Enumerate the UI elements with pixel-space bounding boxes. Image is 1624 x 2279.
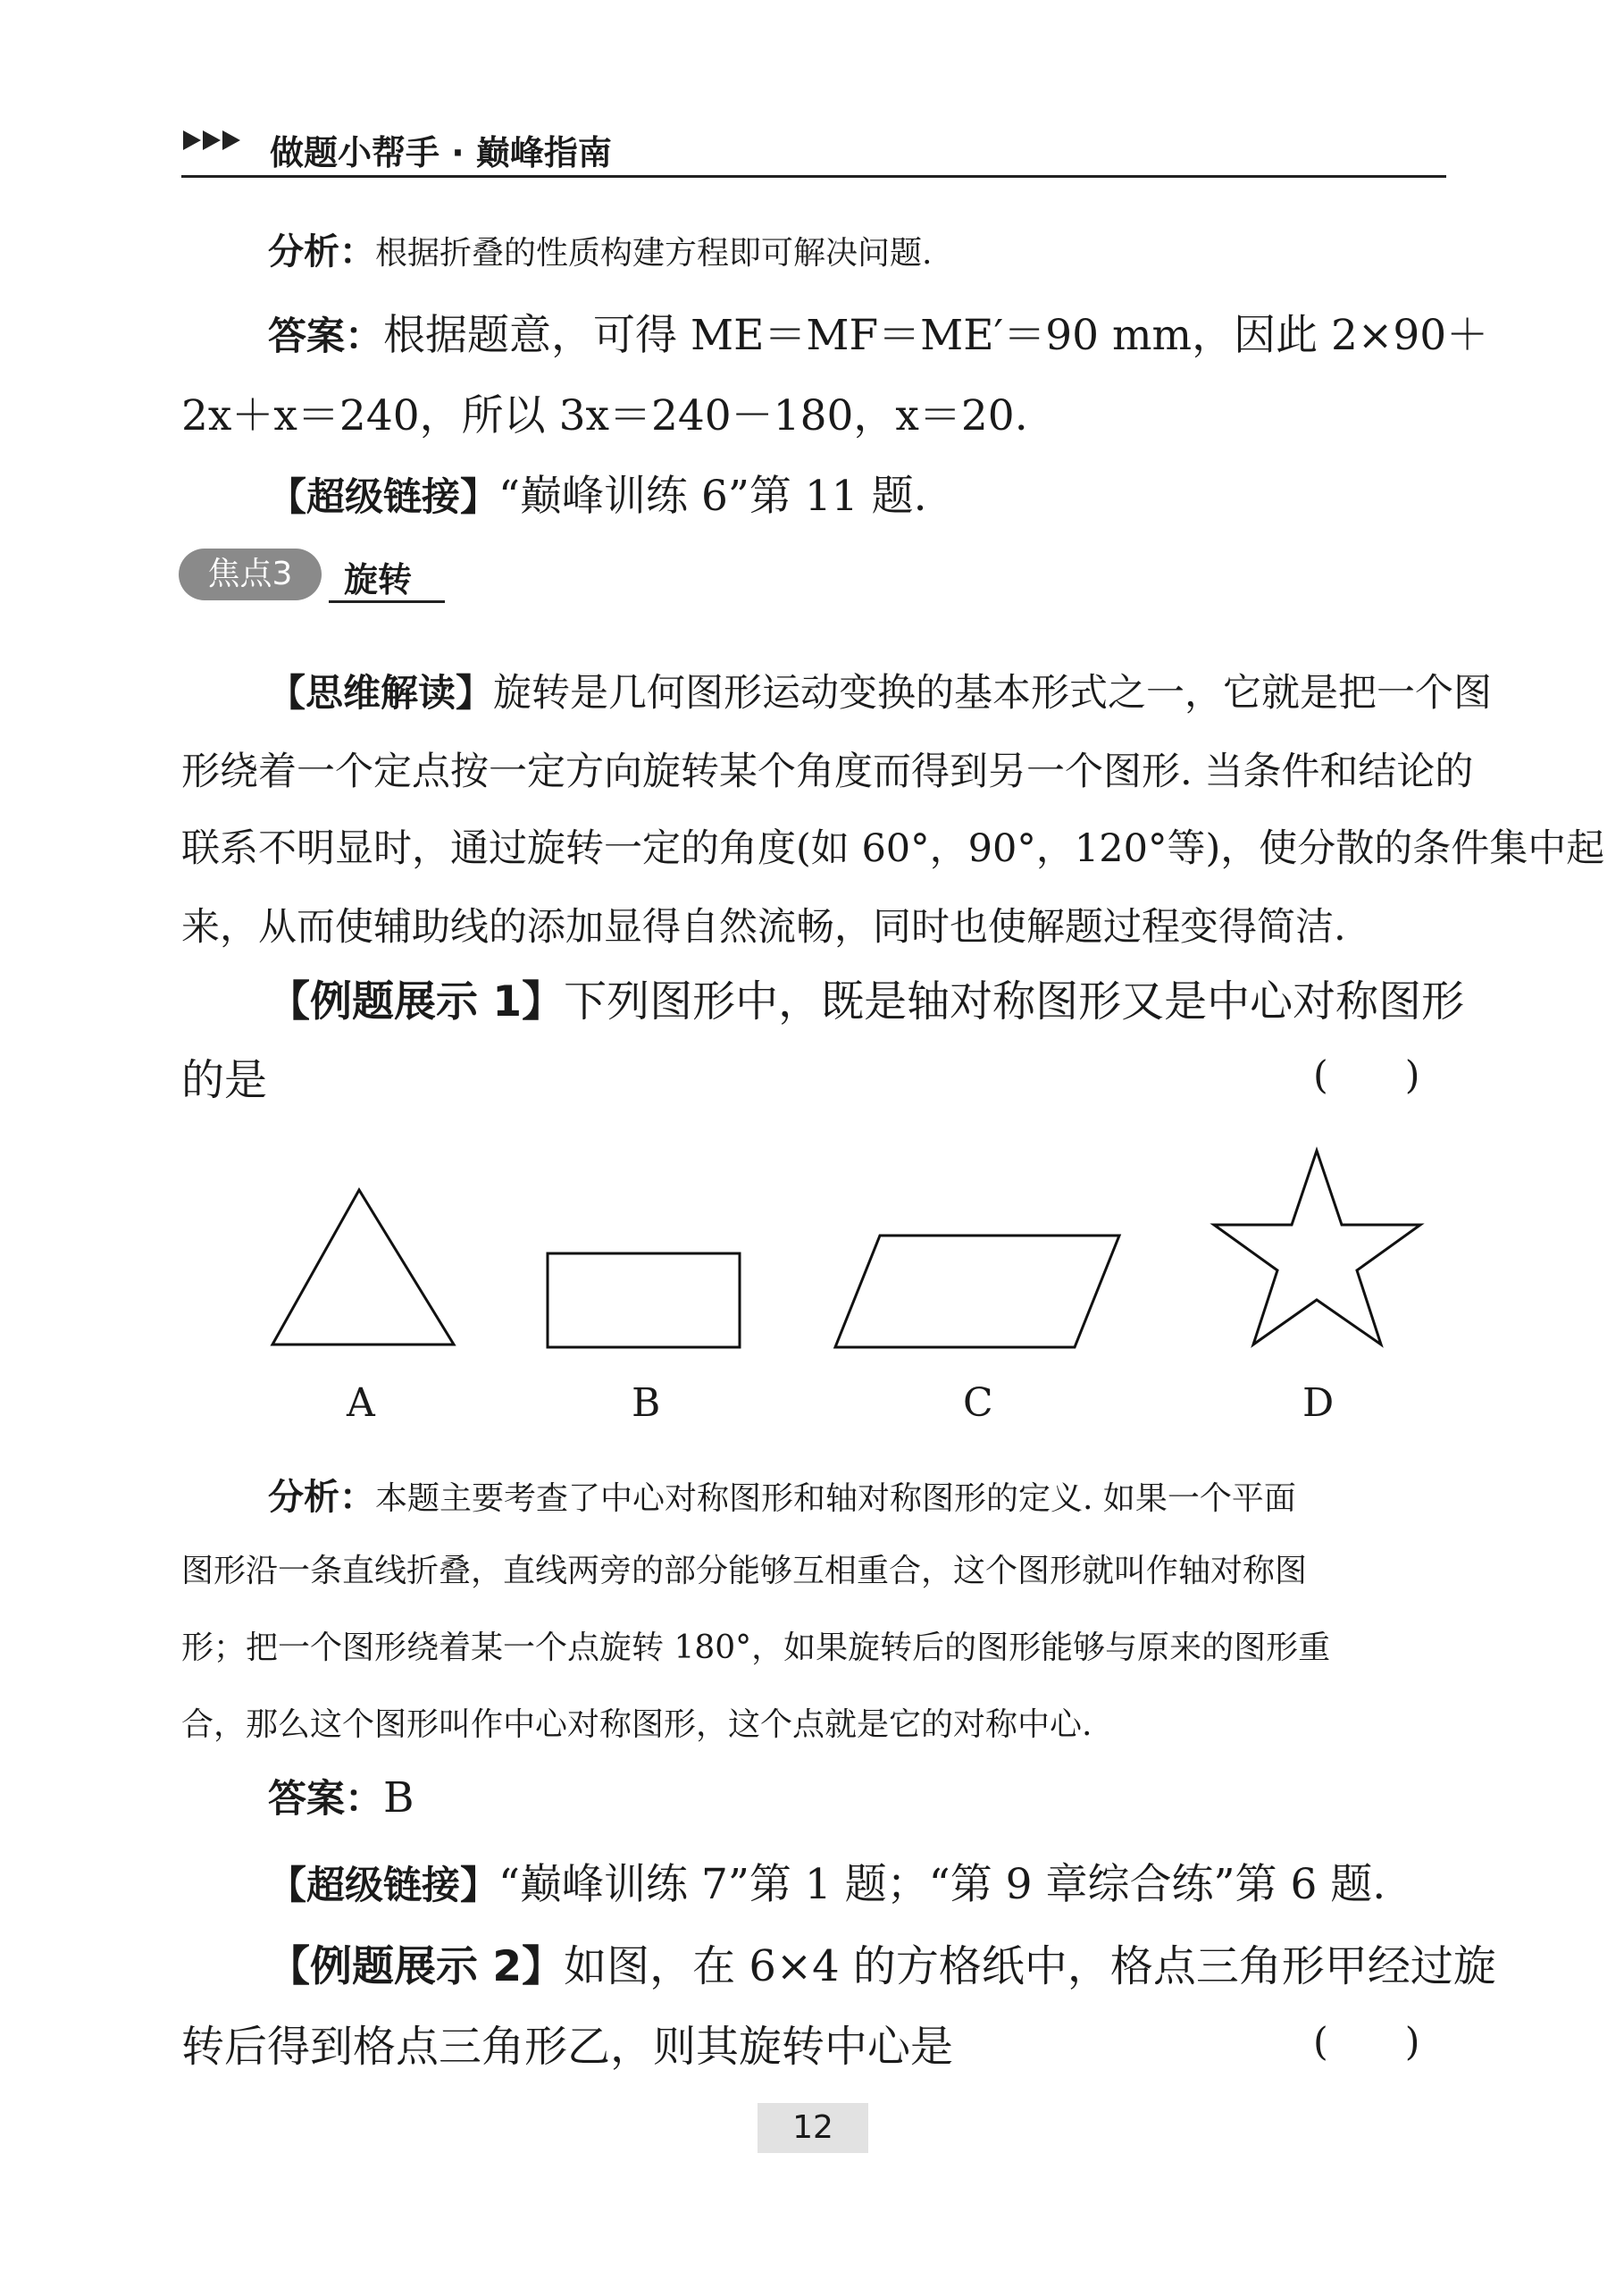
- example1-link-line: [268, 1851, 1385, 1911]
- link-label: 【超级链接】: [268, 475, 498, 520]
- example1-link-text: “巅峰训练 7”第 1 题；“第 9 章综合练”第 6 题.: [498, 1860, 1386, 1909]
- answer-line: [268, 302, 1488, 362]
- example2-line-1: [268, 1931, 1496, 1993]
- thinking-label: 【思维解读】: [268, 671, 494, 715]
- option-label-b: B: [632, 1380, 661, 1426]
- option-label-a: A: [347, 1380, 375, 1426]
- example1-analysis-text-1: 本题主要考查了中心对称图形和轴对称图形的定义. 如果一个平面: [375, 1480, 1296, 1517]
- rectangle-shape: [548, 1253, 740, 1347]
- example1-label: 【例题展示 1】: [268, 977, 565, 1026]
- option-figures: [0, 1135, 1624, 1376]
- analysis-line: [268, 223, 932, 274]
- parallelogram-shape: [835, 1236, 1119, 1347]
- header-arrows: [183, 130, 242, 150]
- thinking-text-2: 形绕着一个定点按一定方向旋转某个角度而得到另一个图形. 当条件和结论的: [181, 750, 1474, 794]
- thinking-text-3: 联系不明显时，通过旋转一定的角度(如 60°，90°，120°等)，使分散的条件集中起: [181, 826, 1605, 871]
- example2-label: 【例题展示 2】: [268, 1942, 565, 1991]
- arrow-icon: [183, 130, 201, 150]
- header-title: 做题小帮手 · 巅峰指南: [270, 133, 612, 172]
- page-number: 12: [792, 2109, 833, 2146]
- answer-text-2: 2x＋x＝240，所以 3x＝240－180，x＝20.: [181, 391, 1028, 440]
- option-label-c: C: [963, 1380, 993, 1426]
- thinking-line-1: [268, 663, 1492, 717]
- analysis-label: 分析：: [268, 231, 375, 272]
- example1-text-2: 的是: [181, 1055, 268, 1105]
- example1-text-1: 下列图形中，既是轴对称图形又是中心对称图形: [564, 976, 1465, 1026]
- example1-analysis-label: 分析：: [268, 1477, 375, 1518]
- answer-label: 答案：: [268, 314, 383, 359]
- answer-parentheses: ( ): [1313, 1053, 1420, 1098]
- analysis-text: 根据折叠的性质构建方程即可解决问题.: [375, 235, 933, 272]
- example2-text-2: 转后得到格点三角形乙，则其旋转中心是: [181, 2022, 954, 2072]
- arrow-icon: [222, 130, 240, 150]
- focus-title: 旋转: [344, 560, 413, 599]
- thinking-text-4: 来，从而使辅助线的添加显得自然流畅，同时也使解题过程变得简洁.: [181, 905, 1346, 950]
- star-shape: [1214, 1151, 1420, 1345]
- example1-line-1: [268, 967, 1464, 1028]
- example1-analysis-text-3: 形；把一个图形绕着某一个点旋转 180°，如果旋转后的图形能够与原来的图形重: [181, 1630, 1331, 1666]
- example1-analysis-text-4: 合，那么这个图形叫作中心对称图形，这个点就是它的对称中心.: [181, 1706, 1092, 1743]
- example1-analysis-line-1: [268, 1469, 1296, 1520]
- focus-underline: [329, 600, 445, 603]
- triangle-shape: [272, 1190, 454, 1345]
- header-divider: [181, 175, 1446, 178]
- example1-analysis-text-2: 图形沿一条直线折叠，直线两旁的部分能够互相重合，这个图形就叫作轴对称图: [181, 1553, 1308, 1589]
- arrow-icon: [203, 130, 221, 150]
- example1-answer-value: B: [383, 1773, 414, 1822]
- answer-text-1: 根据题意，可得 ME＝MF＝ME′＝90 mm，因此 2×90＋: [383, 311, 1489, 360]
- example1-answer-label: 答案：: [268, 1777, 383, 1822]
- example1-link-label: 【超级链接】: [268, 1864, 498, 1908]
- link-text: “巅峰训练 6”第 11 题.: [498, 472, 927, 521]
- answer-parentheses: ( ): [1313, 2020, 1420, 2065]
- thinking-text-1: 旋转是几何图形运动变换的基本形式之一，它就是把一个图: [493, 671, 1493, 716]
- link-line: [268, 463, 927, 523]
- example2-text-1: 如图，在 6×4 的方格纸中，格点三角形甲经过旋: [564, 1941, 1496, 1991]
- focus-tag: 焦点3: [179, 549, 322, 600]
- example1-answer-line: [268, 1769, 414, 1823]
- option-label-d: D: [1302, 1380, 1335, 1426]
